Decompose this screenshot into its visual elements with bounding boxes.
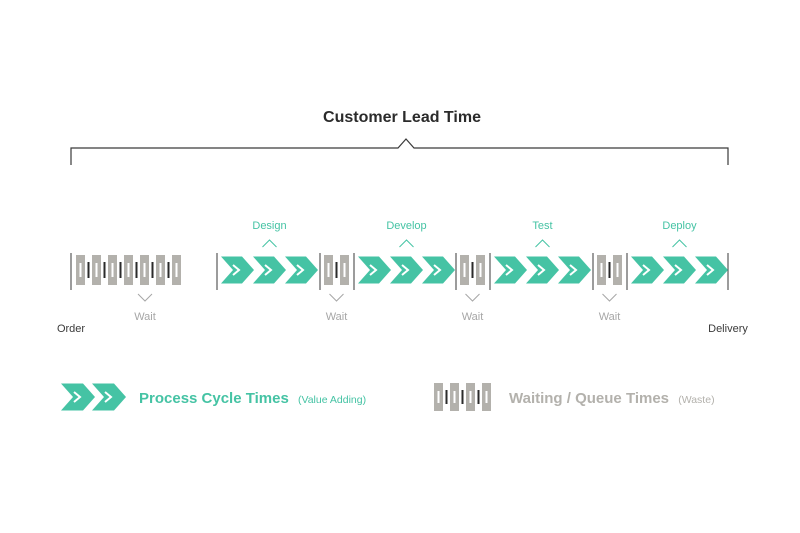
legend-waiting-title: Waiting / Queue Times [509, 390, 670, 407]
process-chevron-group [221, 257, 318, 284]
waiting-block-group [460, 255, 485, 285]
wait-marker-icon [603, 294, 617, 301]
order-label: Order [56, 323, 86, 335]
wait-marker-icon [138, 294, 152, 301]
queue-divider [120, 262, 122, 278]
wait-label: Wait [134, 311, 156, 323]
queue-divider [136, 262, 138, 278]
queue-block-slot [601, 263, 603, 277]
queue-divider [446, 390, 448, 404]
process-marker-icon [673, 240, 687, 247]
wait-marker-icon [466, 294, 480, 301]
queue-block-slot [438, 391, 440, 403]
queue-block-slot [144, 263, 146, 277]
legend [61, 383, 715, 411]
lead-time-bracket [71, 139, 728, 165]
queue-block-slot [470, 391, 472, 403]
process-label: Deploy [662, 220, 697, 232]
queue-block-slot [344, 263, 346, 277]
legend-queue-blocks [434, 383, 491, 411]
queue-divider [168, 262, 170, 278]
queue-divider [88, 262, 90, 278]
queue-block-slot [112, 263, 114, 277]
queue-block-slot [176, 263, 178, 277]
legend-process-label [139, 390, 366, 407]
wait-label: Wait [325, 311, 348, 323]
queue-blocks-icon [434, 383, 491, 411]
process-marker-icon [263, 240, 277, 247]
legend-process-note: (Value Adding) [298, 394, 367, 406]
queue-block-slot [480, 263, 482, 277]
legend-process-title: Process Cycle Times [139, 390, 289, 407]
waiting-block-group [597, 255, 622, 285]
process-label: Develop [386, 220, 427, 232]
legend-chevron [92, 384, 126, 411]
queue-divider [336, 262, 338, 278]
queue-divider [478, 390, 480, 404]
queue-divider [472, 262, 474, 278]
process-chevron-group [494, 257, 591, 284]
process-chevron-group [358, 257, 455, 284]
process-chevron-group [631, 257, 728, 284]
process-label: Test [532, 220, 553, 232]
queue-divider [104, 262, 106, 278]
wait-label: Wait [461, 311, 484, 323]
chevron-arrows-icon [61, 384, 126, 411]
wait-marker-icon [330, 294, 344, 301]
process-label: Design [252, 220, 287, 232]
queue-block-slot [160, 263, 162, 277]
queue-block-slot [486, 391, 488, 403]
queue-block-slot [328, 263, 330, 277]
delivery-label: Delivery [708, 323, 748, 335]
waiting-block-group [324, 255, 349, 285]
queue-block-slot [617, 263, 619, 277]
queue-divider [609, 262, 611, 278]
wait-label: Wait [598, 311, 621, 323]
waiting-block-group [76, 255, 181, 285]
queue-divider [462, 390, 464, 404]
legend-waiting-label [509, 390, 715, 407]
legend-waiting-note: (Waste) [678, 394, 715, 406]
queue-block-slot [464, 263, 466, 277]
diagram-title: Customer Lead Time [323, 109, 481, 126]
queue-block-slot [454, 391, 456, 403]
queue-block-slot [80, 263, 82, 277]
process-marker-icon [536, 240, 550, 247]
queue-block-slot [96, 263, 98, 277]
legend-chevron [61, 384, 95, 411]
queue-divider [152, 262, 154, 278]
process-marker-icon [400, 240, 414, 247]
queue-block-slot [128, 263, 130, 277]
timeline [71, 220, 728, 323]
